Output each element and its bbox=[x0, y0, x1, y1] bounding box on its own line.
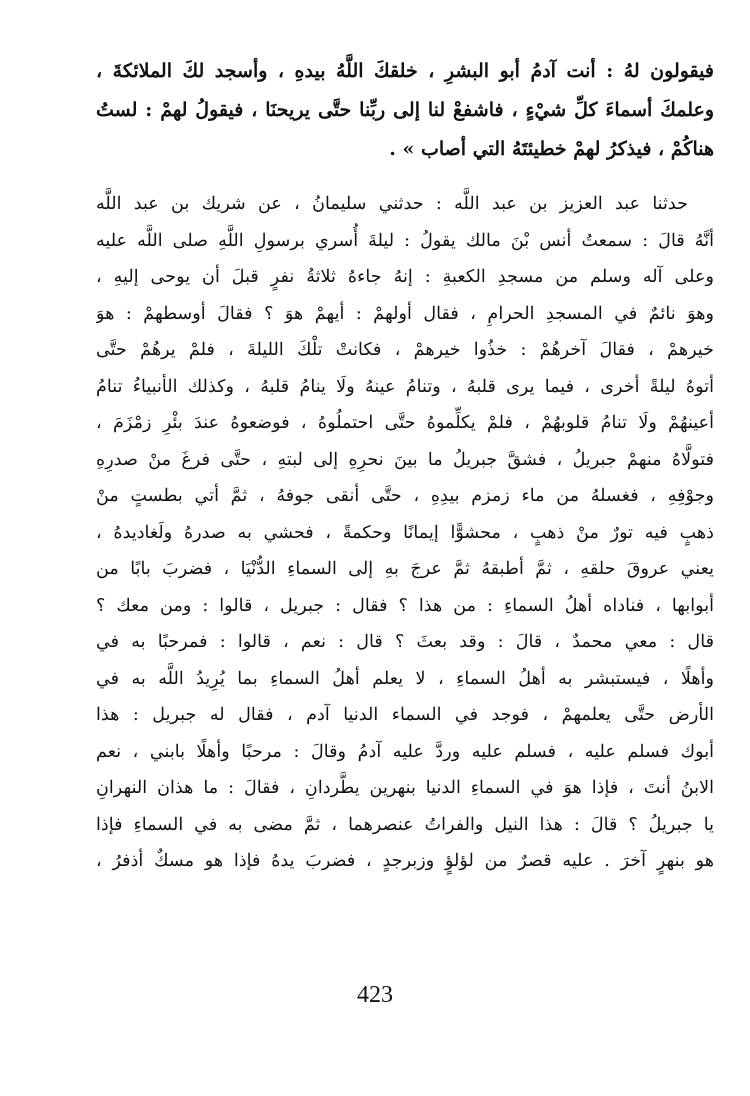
bold-passage bbox=[96, 52, 714, 169]
main-passage-line: ذهبٍ فيه تورٌ منْ ذهبٍ ، محشوًّا إيمانًا وحكمةً ، فحشي به صدرهُ ولَغاديدهُ ، bbox=[96, 522, 714, 543]
main-passage-line: فتولَّاهُ منهمْ جبريلُ ، فشقَّ جبريلُ ما بينَ نحرِهِ إلى لبتهِ ، حتَّى فرغَ منْ صدرِهِ bbox=[96, 449, 714, 470]
main-passage-line: أبوابها ، فناداه أهلُ السماءِ : من هذا ؟ فقال : جبريل ، قالوا : ومن معك ؟ bbox=[96, 595, 714, 616]
main-passage-line: يا جبريلُ ؟ قالَ : هذا النيل والفراتُ عنصرهما ، ثمَّ مضى به في السماءِ فإذا bbox=[96, 814, 714, 835]
bold-passage-line: هناكُمْ ، فيذكرُ لهمْ خطيئتَهُ التي أصاب » . bbox=[389, 138, 714, 160]
main-passage-line: قال : معي محمدٌ ، قالَ : وقد بعثَ ؟ قال : نعم ، قالوا : فمرحبًا به في bbox=[96, 632, 714, 652]
bold-passage-line: وعلمكَ أسماءَ كلِّ شيْءٍ ، فاشفعْ لنا إلى ربِّنا حتَّى يريحنَا ، فيقولُ لهمْ : لستُ bbox=[96, 99, 714, 121]
main-passage-line: يعني عروقَ حلقهِ ، ثمَّ أطبقهُ ثمَّ عرجَ بهِ إلى السماءِ الدُّنْيَا ، فضربَ بابًا من bbox=[96, 559, 714, 579]
main-passage-line: الأرض حتَّى يعلمهمْ ، فوجد في السماء الدنيا آدم ، فقال له جبريل : هذا bbox=[96, 705, 714, 725]
main-passage-line: أعينهُمْ ولَا تنامُ قلوبهُمْ ، فلمْ يكلِّموهُ حتَّى احتملُوهُ ، فوضعوهُ عندَ بئْرِ زمْزَمَ ، bbox=[96, 413, 714, 433]
main-passage-line: وجوْفِهِ ، فغسلهُ من ماء زمزم بيدِهِ ، حتَّى أنقى جوفهُ ، ثمَّ أتي بطستٍ منْ bbox=[96, 486, 714, 506]
main-passage-line: أنَّهُ قالَ : سمعتُ أنس بْنَ مالك يقولُ : ليلةَ أُسري برسولِ اللَّهِ صلى اللَّه عليه bbox=[96, 230, 714, 251]
main-passage-line: أتوهُ ليلةً أخرى ، فيما يرى قلبهُ ، وتنامُ عينهُ ولَا ينامُ قلبهُ ، وكذلك الأنبياءُ تنامُ bbox=[96, 376, 714, 397]
main-passage-line: أبوك فسلم عليه ، فسلم عليه وردَّ عليه آدمُ وقالَ : مرحبًا وأهلًا بابني ، نعم bbox=[96, 741, 714, 762]
bold-passage-line: فيقولون لهُ : أنت آدمُ أبو البشرِ ، خلقكَ اللَّهُ بيدهِ ، وأسجد لكَ الملائكةَ ، bbox=[96, 60, 714, 82]
page-number: 423 bbox=[357, 982, 393, 1008]
main-passage-line: وهوَ نائمٌ في المسجدِ الحرامِ ، فقال أولهمْ : أيهمْ هوَ ؟ فقالَ أوسطهمْ : هوَ bbox=[96, 303, 714, 324]
main-passage-line: الابنُ أنتَ ، فإذا هوَ في السماءِ الدنيا بنهرين يطَّردانِ ، فقالَ : ما هذان النهرانِ bbox=[96, 778, 714, 798]
main-passage-line: حدثنا عبد العزيز بن عبد اللَّه : حدثني سليمانُ ، عن شريك بن عبد اللَّه bbox=[96, 194, 688, 214]
main-passage bbox=[96, 186, 714, 880]
main-passage-line: هو بنهرٍ آخرَ . عليه قصرٌ من لؤلؤٍ وزبرجدٍ ، فضربَ يدهُ فإذا هو مسكٌ أذفرُ ، bbox=[96, 851, 714, 871]
main-passage-line: وأهلًا ، فيستبشر به أهلُ السماءِ ، لا يعلم أهلُ السماءِ بما يُرِيدُ اللَّه به في bbox=[96, 668, 714, 689]
main-passage-line: خيرهمْ ، فقالَ آخرهُمْ : خذُوا خيرهمْ ، فكانتْ تلْكَ الليلةَ ، فلمْ يرهُمْ حتَّى bbox=[96, 340, 714, 360]
main-passage-line: وعلى آله وسلم من مسجدِ الكعبةِ : إنهُ جاءهُ ثلاثةُ نفرٍ قبلَ أن يوحى إليهِ ، bbox=[96, 267, 714, 287]
